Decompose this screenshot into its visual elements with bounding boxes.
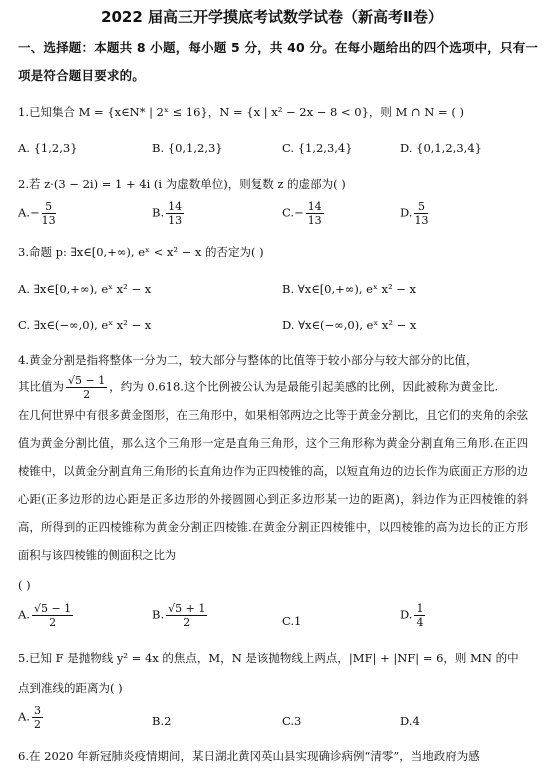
denominator: 13 xyxy=(41,214,56,227)
q4-ratio-intro: 其比值为 xyxy=(18,379,64,394)
numerator: 5 xyxy=(414,200,428,214)
q2-stem: 2.若 z·(3 − 2i) = 1 + 4i (i 为虚数单位)，则复数 z 的虚部为( ) xyxy=(18,177,346,191)
q4-line2 xyxy=(18,374,498,401)
q2-c-sign: − xyxy=(294,205,304,220)
q2-a-label: A. xyxy=(18,205,30,220)
q4-ratio-fraction xyxy=(66,374,107,401)
numerator: √5 − 1 xyxy=(68,374,106,387)
denominator: 2 xyxy=(83,388,91,401)
numerator: 5 xyxy=(42,200,56,214)
q3-option-d: D. ∀x∈(−∞,0), eˣ x² − x xyxy=(282,318,417,332)
denominator: 2 xyxy=(49,616,57,629)
q5-a-fraction xyxy=(32,704,43,731)
q5-line1: 5.已知 F 是抛物线 y² = 4x 的焦点，M，N 是该抛物线上两点，|MF| + |NF| = 6，则 MN 的中 xyxy=(18,651,519,665)
q1-option-a: A. {1,2,3} xyxy=(18,141,78,155)
q2-d-label: D. xyxy=(400,205,413,220)
q4-body: 在几何世界中有很多黄金图形，在三角形中，如果相邻两边之比等于黄金分割比，且它们的夹角的余弦值为黄金分割比值，那么这个三角形一定是直角三角形，这个三角形称为黄金分割直角三角形.在正四棱锥中，以黄金分割直角三角形的长直角边作为正四棱锥的高，以短直角边的边长作为底面正方形的边心距(正多边形的边心距是正多边形的外接圆圆心到正多边形某一边的距离)，斜边作为正四棱锥的斜高，所得到的正四棱锥称为黄金分割正四棱锥.在黄金分割正四棱锥中，以四棱锥的高为边长的正方形面积与该四棱锥的侧面积之比为 xyxy=(18,409,528,562)
section-heading-line2: 项是符合题目要求的。 xyxy=(18,68,146,83)
denominator: 13 xyxy=(414,214,429,227)
q2-c-label: C. xyxy=(282,205,295,220)
numerator: 14 xyxy=(307,200,322,213)
q4-ratio-rest: ，约为 0.618.这个比例被公认为是最能引起美感的比例，因此被称为黄金比. xyxy=(109,379,499,394)
q2-option-b xyxy=(152,200,186,227)
q1-option-c: C. {1,2,3,4} xyxy=(282,141,353,155)
q4-d-label: D. xyxy=(400,607,413,622)
q2-option-a xyxy=(18,200,58,227)
q5-option-b: B.2 xyxy=(152,714,172,728)
q2-option-c xyxy=(282,200,326,227)
q2-a-fraction xyxy=(42,200,56,227)
q1-stem: 1.已知集合 M = {x∈N* | 2ˣ ≤ 16}，N = {x | x² − 2x − 8 < 0}，则 M ∩ N = ( ) xyxy=(18,105,464,119)
q2-b-fraction xyxy=(166,200,184,227)
numerator: 14 xyxy=(168,200,183,213)
q4-paren: ( ) xyxy=(18,578,31,592)
denominator: 2 xyxy=(33,718,41,731)
q3-option-c: C. ∃x∈(−∞,0), eˣ x² − x xyxy=(18,318,152,332)
q3-option-b: B. ∀x∈[0,+∞), eˣ x² − x xyxy=(282,282,417,296)
q2-a-sign: − xyxy=(29,205,40,220)
q4-b-label: B. xyxy=(152,607,165,622)
denominator: 2 xyxy=(183,616,191,629)
numerator: √5 − 1 xyxy=(33,602,72,615)
q2-b-label: B. xyxy=(152,205,165,220)
q2-d-fraction xyxy=(414,200,428,227)
q5-line2: 点到准线的距离为( ) xyxy=(18,681,123,695)
q4-b-fraction xyxy=(166,602,207,629)
q4-option-c: C.1 xyxy=(282,614,302,628)
q3-option-a: A. ∃x∈[0,+∞), eˣ x² − x xyxy=(18,282,152,296)
exam-title: 2022 届高三开学摸底考试数学试卷（新高考Ⅱ卷） xyxy=(101,8,443,26)
denominator: 13 xyxy=(168,214,183,227)
q5-a-label: A. xyxy=(18,709,30,724)
q4-a-fraction xyxy=(32,602,73,629)
q6-line1: 6.在 2020 年新冠肺炎疫情期间，某日湖北黄冈英山县实现确诊病例“清零”，当地政府为感 xyxy=(18,749,480,763)
q5-option-a xyxy=(18,704,45,731)
q4-option-b xyxy=(152,602,209,629)
numerator: 3 xyxy=(33,704,41,717)
q1-option-b: B. {0,1,2,3} xyxy=(152,141,223,155)
denominator: 4 xyxy=(416,616,424,629)
q2-option-d xyxy=(400,200,430,227)
q4-d-fraction xyxy=(414,602,425,629)
numerator: √5 + 1 xyxy=(168,602,206,615)
q2-c-fraction xyxy=(306,200,324,227)
section-heading-line1: 一、选择题：本题共 8 小题，每小题 5 分，共 40 分。在每小题给出的四个选项中，只有一 xyxy=(18,40,539,55)
q5-option-d: D.4 xyxy=(400,714,420,728)
q4-option-a xyxy=(18,602,75,629)
denominator: 13 xyxy=(307,214,322,227)
q5-option-c: C.3 xyxy=(282,714,302,728)
q1-option-d: D. {0,1,2,3,4} xyxy=(400,141,482,155)
q4-a-label: A. xyxy=(18,607,30,622)
q4-option-d xyxy=(400,602,427,629)
numerator: 1 xyxy=(416,602,424,615)
q3-stem: 3.命题 p: ∃x∈[0,+∞), eˣ < x² − x 的否定为( ) xyxy=(18,245,264,259)
q4-line1: 4.黄金分割是指将整体一分为二，较大部分与整体的比值等于较小部分与较大部分的比值， xyxy=(18,353,478,367)
